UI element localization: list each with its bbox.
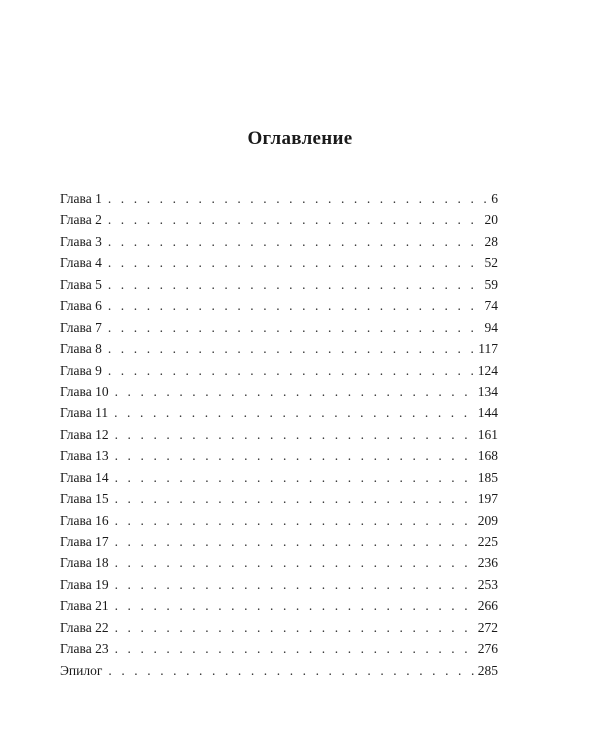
dot-leader bbox=[108, 295, 483, 316]
dot-leader bbox=[108, 209, 483, 230]
toc-entry[interactable] bbox=[60, 188, 498, 209]
toc-entry-label: Глава 3 bbox=[60, 233, 102, 249]
toc-entry-page-number: 124 bbox=[477, 362, 498, 378]
toc-entry[interactable] bbox=[60, 317, 498, 338]
toc-entry-page-number: 225 bbox=[477, 534, 498, 549]
toc-entry-label: Глава 14 bbox=[60, 469, 109, 485]
dot-leader bbox=[108, 274, 483, 295]
toc-entry-page-number: 28 bbox=[484, 233, 498, 249]
dot-leader bbox=[114, 402, 476, 423]
toc-entry[interactable] bbox=[60, 274, 498, 295]
toc-entry-label: Глава 6 bbox=[60, 298, 102, 314]
toc-entry-label: Глава 19 bbox=[60, 576, 109, 592]
toc-entry-page-number: 161 bbox=[477, 426, 498, 442]
dot-leader bbox=[108, 188, 489, 209]
toc-entry-label: Глава 18 bbox=[60, 555, 109, 571]
toc-entry-page-number: 59 bbox=[484, 276, 498, 292]
toc-entry-page-number: 272 bbox=[477, 619, 498, 635]
toc-entry[interactable] bbox=[60, 209, 498, 230]
toc-entry-page-number: 185 bbox=[477, 469, 498, 485]
toc-entry-label: Глава 7 bbox=[60, 319, 102, 335]
toc-entry-label: Глава 13 bbox=[60, 448, 109, 464]
toc-entry-page-number: 168 bbox=[477, 448, 498, 464]
toc-entry-page-number: 74 bbox=[484, 298, 498, 314]
toc-entry-page-number: 20 bbox=[484, 212, 498, 228]
toc-entry-label: Глава 21 bbox=[60, 598, 109, 614]
toc-entry[interactable] bbox=[60, 638, 498, 659]
dot-leader bbox=[115, 595, 476, 616]
toc-entry[interactable] bbox=[60, 531, 498, 552]
toc-entry[interactable] bbox=[60, 467, 498, 488]
toc-entry-page-number: 276 bbox=[477, 641, 498, 657]
toc-entry-label: Глава 16 bbox=[60, 512, 109, 528]
table-of-contents bbox=[60, 188, 498, 681]
dot-leader bbox=[115, 424, 476, 445]
dot-leader bbox=[115, 638, 476, 659]
toc-entry[interactable] bbox=[60, 445, 498, 466]
toc-entry-label: Глава 5 bbox=[60, 276, 102, 292]
toc-entry-page-number: 52 bbox=[484, 255, 498, 271]
dot-leader bbox=[108, 660, 475, 681]
toc-entry-page-number: 285 bbox=[477, 662, 498, 678]
page-title: Оглавление bbox=[247, 128, 353, 149]
toc-entry-label: Эпилог bbox=[60, 662, 103, 678]
toc-entry-page-number: 209 bbox=[477, 512, 498, 528]
toc-entry[interactable] bbox=[60, 617, 498, 638]
toc-entry-label: Глава 4 bbox=[60, 255, 102, 271]
toc-entry-label: Глава 9 bbox=[60, 362, 102, 378]
dot-leader bbox=[115, 445, 476, 466]
toc-entry[interactable] bbox=[60, 295, 498, 316]
dot-leader bbox=[115, 510, 476, 531]
toc-entry[interactable] bbox=[60, 231, 498, 252]
toc-entry[interactable] bbox=[60, 360, 498, 381]
toc-entry-page-number: 6 bbox=[491, 191, 498, 206]
toc-entry-label: Глава 2 bbox=[60, 212, 102, 228]
toc-entry-page-number: 134 bbox=[477, 383, 498, 399]
toc-entry-page-number: 144 bbox=[477, 405, 498, 421]
dot-leader bbox=[108, 252, 483, 273]
toc-entry-page-number: 197 bbox=[477, 491, 498, 507]
toc-entry-page-number: 236 bbox=[477, 555, 498, 571]
dot-leader bbox=[108, 338, 476, 359]
dot-leader bbox=[115, 467, 476, 488]
dot-leader bbox=[115, 488, 476, 509]
dot-leader bbox=[115, 531, 476, 552]
toc-entry[interactable] bbox=[60, 338, 498, 359]
dot-leader bbox=[108, 317, 483, 338]
toc-entry[interactable] bbox=[60, 574, 498, 595]
dot-leader bbox=[115, 617, 476, 638]
dot-leader bbox=[108, 360, 476, 381]
toc-entry[interactable] bbox=[60, 381, 498, 402]
toc-entry-label: Глава 22 bbox=[60, 619, 109, 635]
toc-entry-label: Глава 17 bbox=[60, 534, 109, 549]
toc-entry[interactable] bbox=[60, 402, 498, 423]
toc-entry-label: Глава 23 bbox=[60, 641, 109, 657]
toc-entry[interactable] bbox=[60, 552, 498, 573]
toc-entry[interactable] bbox=[60, 252, 498, 273]
toc-entry-page-number: 266 bbox=[477, 598, 498, 614]
toc-entry-page-number: 253 bbox=[477, 576, 498, 592]
toc-entry-label: Глава 12 bbox=[60, 426, 109, 442]
dot-leader bbox=[115, 574, 476, 595]
toc-entry-label: Глава 11 bbox=[60, 405, 109, 421]
toc-entry-label: Глава 1 bbox=[60, 191, 102, 206]
toc-entry-label: Глава 8 bbox=[60, 341, 102, 357]
toc-entry[interactable] bbox=[60, 660, 498, 681]
toc-entry[interactable] bbox=[60, 424, 498, 445]
toc-entry-page-number: 117 bbox=[478, 341, 498, 357]
dot-leader bbox=[108, 231, 483, 252]
toc-entry-label: Глава 15 bbox=[60, 491, 109, 507]
toc-entry[interactable] bbox=[60, 488, 498, 509]
toc-entry-page-number: 94 bbox=[484, 319, 498, 335]
toc-entry-label: Глава 10 bbox=[60, 383, 109, 399]
dot-leader bbox=[115, 552, 476, 573]
toc-entry[interactable] bbox=[60, 510, 498, 531]
dot-leader bbox=[115, 381, 476, 402]
toc-entry[interactable] bbox=[60, 595, 498, 616]
